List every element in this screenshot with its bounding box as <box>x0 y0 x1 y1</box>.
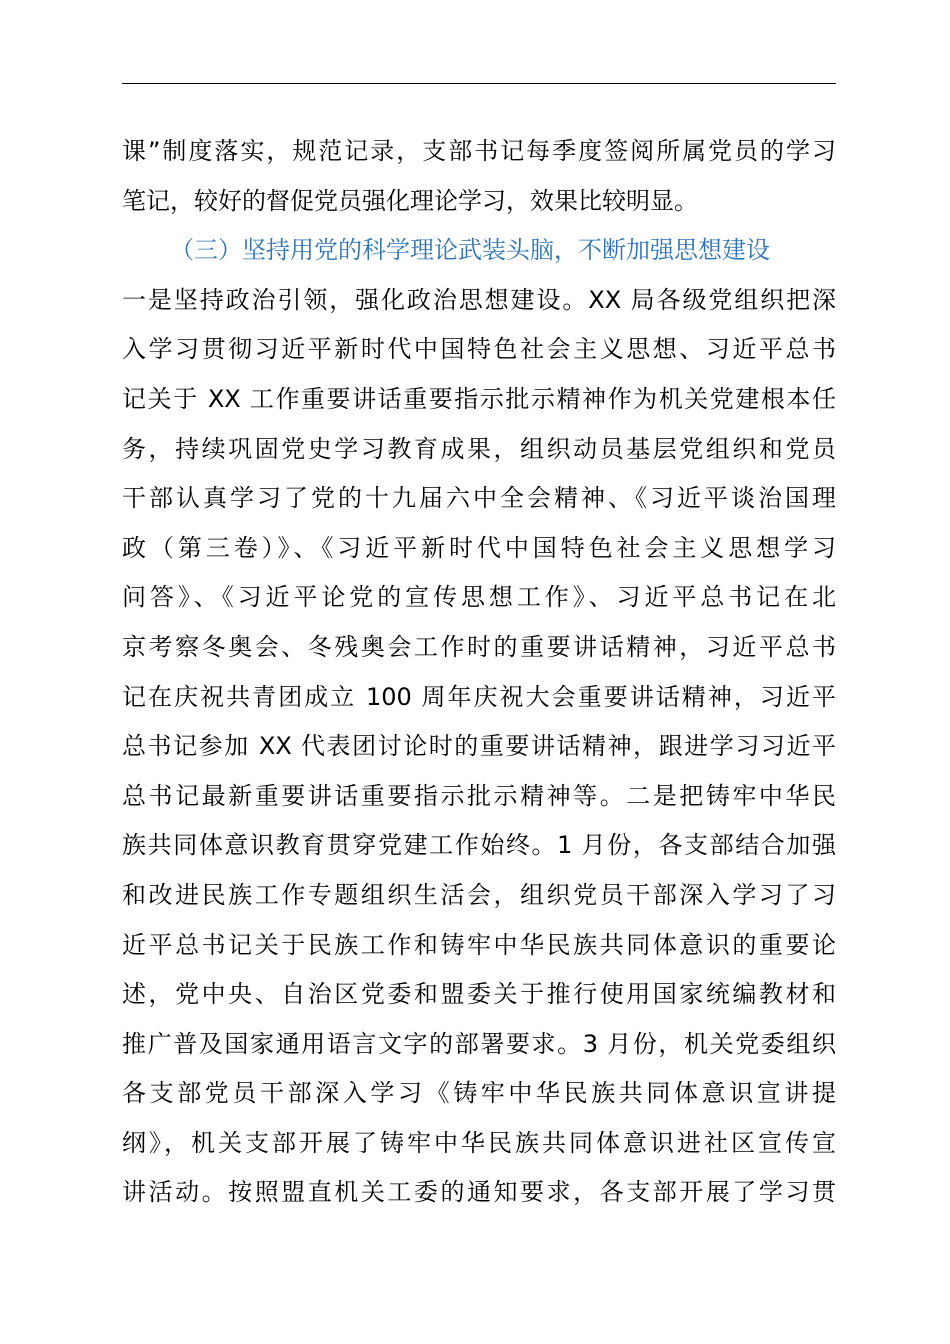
paragraph-line: 近平总书记关于民族工作和铸牢中华民族共同体意识的重要论 <box>122 930 836 959</box>
paragraph-line: 务，持续巩固党史学习教育成果，组织动员基层党组织和党员 <box>122 434 836 463</box>
paragraph-line: 各支部党员干部深入学习《铸牢中华民族共同体意识宣讲提 <box>122 1079 836 1108</box>
paragraph-line: 干部认真学习了党的十九届六中全会精神、《习近平谈治国理 <box>122 484 836 513</box>
paragraph-line: 讲活动。按照盟直机关工委的通知要求，各支部开展了学习贯 <box>122 1178 836 1207</box>
paragraph-line: 述，党中央、自治区党委和盟委关于推行使用国家统编教材和 <box>122 980 836 1009</box>
paragraph-line: 记关于 XX 工作重要讲话重要指示批示精神作为机关党建根本任 <box>122 384 836 413</box>
paragraph-line: 一是坚持政治引领，强化政治思想建设。XX 局各级党组织把深 <box>122 285 836 314</box>
paragraph-line: 总书记参加 XX 代表团讨论时的重要讲话精神，跟进学习习近平 <box>122 732 836 761</box>
section-heading: （三）坚持用党的科学理论武装头脑，不断加强思想建设 <box>170 236 770 265</box>
paragraph-line: 推广普及国家通用语言文字的部署要求。3 月份，机关党委组织 <box>122 1029 836 1058</box>
paragraph-line: 和改进民族工作专题组织生活会，组织党员干部深入学习了习 <box>122 880 836 909</box>
paragraph-line: 京考察冬奥会、冬残奥会工作时的重要讲话精神，习近平总书 <box>122 632 836 661</box>
document-body <box>122 127 836 1218</box>
paragraph-line: 纲》，机关支部开展了铸牢中华民族共同体意识进社区宣传宣 <box>122 1128 836 1157</box>
paragraph-line: 问答》、《习近平论党的宣传思想工作》、习近平总书记在北 <box>122 583 836 612</box>
paragraph-line: 总书记最新重要讲话重要指示批示精神等。二是把铸牢中华民 <box>122 781 836 810</box>
paragraph-line: 政（第三卷）》、《习近平新时代中国特色社会主义思想学习 <box>122 533 836 562</box>
paragraph-line: 入学习贯彻习近平新时代中国特色社会主义思想、习近平总书 <box>122 335 836 364</box>
paragraph-line: 族共同体意识教育贯穿党建工作始终。1 月份，各支部结合加强 <box>122 831 836 860</box>
paragraph-line: 记在庆祝共青团成立 100 周年庆祝大会重要讲话精神，习近平 <box>122 682 836 711</box>
paragraph-line: 课”制度落实，规范记录，支部书记每季度签阅所属党员的学习 <box>122 137 836 165</box>
header-rule <box>122 83 836 84</box>
paragraph-line: 笔记，较好的督促党员强化理论学习，效果比较明显。 <box>122 186 698 215</box>
